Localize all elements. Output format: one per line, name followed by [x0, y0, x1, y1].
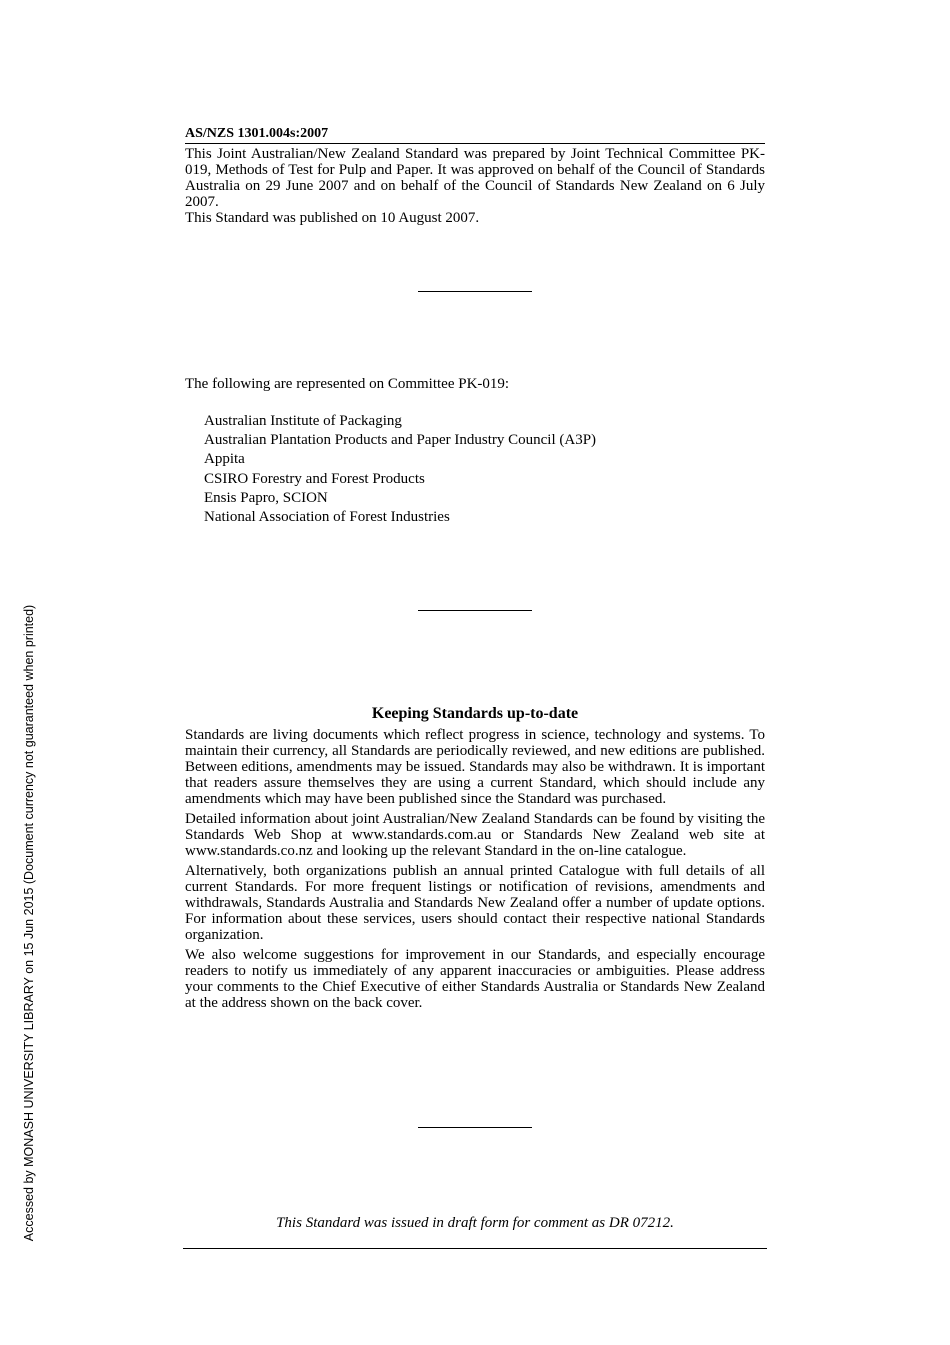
access-watermark-text: Accessed by MONASH UNIVERSITY LIBRARY on 15 Jun 2015 (Document currency not guaranteed when printed): [22, 604, 36, 1242]
publication-date-text: This Standard was published on 10 August 2007.: [185, 210, 480, 226]
section-divider: [418, 610, 532, 611]
keeping-standards-heading: Keeping Standards up-to-date: [371, 705, 579, 722]
keeping-standards-body: [185, 727, 765, 1015]
preparation-notice: [185, 146, 765, 226]
section-divider: [418, 1127, 532, 1128]
document-code: AS/NZS 1301.004s:2007: [185, 125, 765, 144]
keeping-paragraph: Standards are living documents which reflect progress in science, technology and systems. To maintain their currency, all Standards are periodically reviewed, and new editions are published. Between editions, amendments may be issued. Standards may also be withdrawn. It is important that readers assure themselves they are using a current Standard, which should include any amendments which may have been published since the Standard was purchased.: [185, 727, 765, 807]
committee-member: National Association of Forest Industries: [204, 509, 450, 526]
draft-note: This Standard was issued in draft form for comment as DR 07212.: [276, 1215, 674, 1231]
section-divider: [418, 291, 532, 292]
committee-intro: The following are represented on Committee PK-019:: [185, 376, 510, 392]
committee-member: Ensis Papro, SCION: [204, 489, 328, 506]
keeping-paragraph: We also welcome suggestions for improvement in our Standards, and especially encourage readers to notify us immediately of any apparent inaccuracies or ambiguities. Please address your comments to the Chief Executive of either Standards Australia or Standards New Zealand at the address shown on the back cover.: [185, 947, 765, 1011]
committee-member: Appita: [204, 451, 245, 468]
preparation-paragraph: This Joint Australian/New Zealand Standard was prepared by Joint Technical Committee PK-019, Methods of Test for Pulp and Paper. It was approved on behalf of the Council of Standards Australia on 29 June 2007 and on behalf of the Council of Standards New Zealand on 6 July 2007.: [185, 146, 765, 210]
keeping-paragraph: Detailed information about joint Australian/New Zealand Standards can be found by visiting the Standards Web Shop at www.standards.com.au or Standards New Zealand web site at www.standards.co.nz and looking up the relevant Standard in the on-line catalogue.: [185, 811, 765, 859]
footer-rule: [183, 1248, 767, 1249]
committee-member-list: [204, 412, 596, 527]
committee-member: Australian Institute of Packaging: [204, 413, 402, 429]
keeping-paragraph: Alternatively, both organizations publish an annual printed Catalogue with full details of all current Standards. For more frequent listings or notification of revisions, amendments and withdrawals, Standards Australia and Standards New Zealand offer a number of update options. For information about these services, users should contact their respective national Standards organization.: [185, 863, 765, 943]
committee-member: Australian Plantation Products and Paper Industry Council (A3P): [204, 432, 597, 449]
committee-member: CSIRO Forestry and Forest Products: [204, 470, 425, 487]
